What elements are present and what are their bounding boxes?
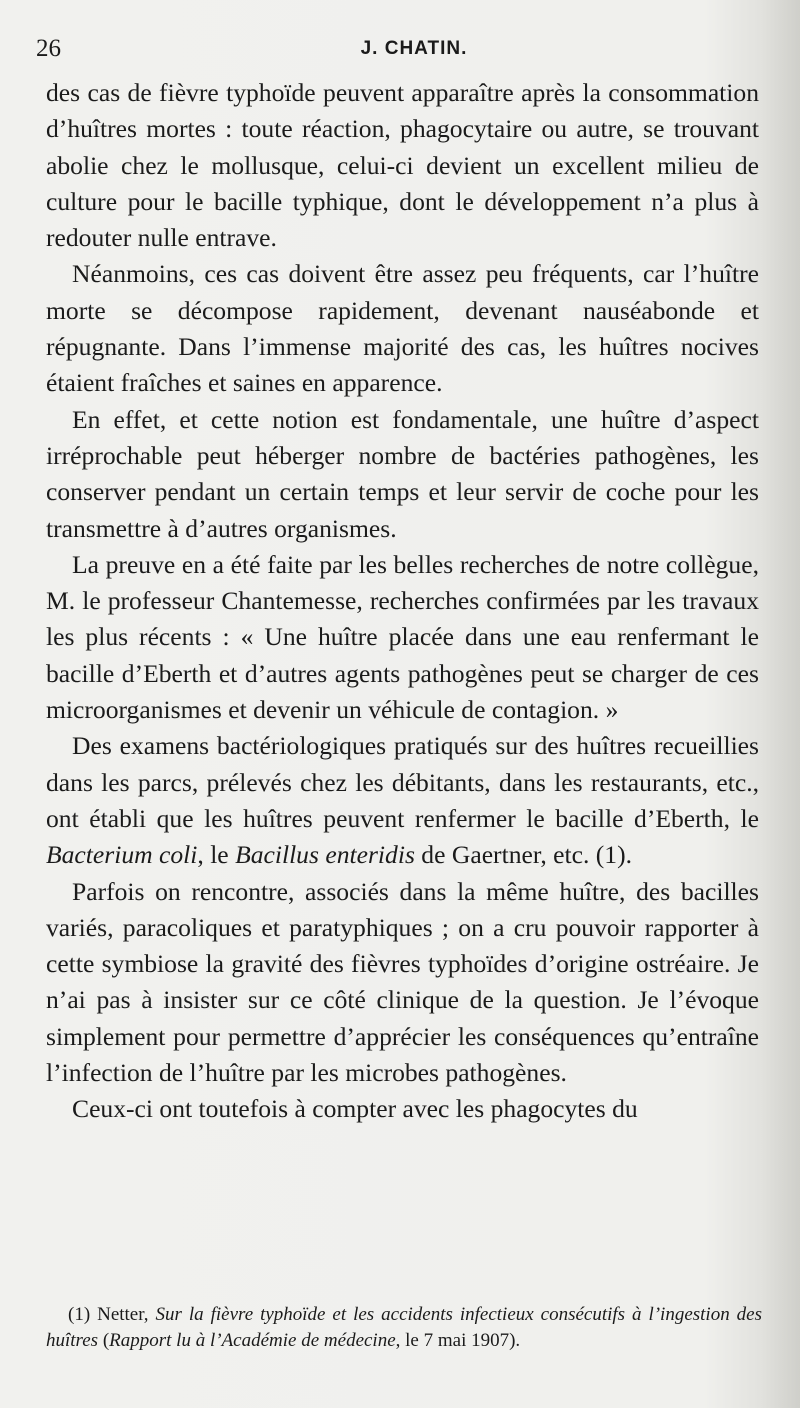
paragraph-3	[46, 402, 759, 547]
paragraph-text: Parfois on rencontre, associés dans la même huître, des bacilles variés, paracoliques et paratyphiques ; on a cru pouvoir rapporter à cette symbiose la gravité des fièvres typhoïdes d’origine ostréaire. Je n’ai pas à insister sur ce côté clinique de la question. Je l’évoque simplement pour permettre d’apprécier les conséquences qu’entraîne l’infection de l’huître par les microbes pathogènes.	[46, 876, 759, 1088]
running-head: J. CHATIN.	[360, 38, 468, 59]
footnote	[46, 1302, 762, 1354]
paragraph-7	[46, 1091, 759, 1127]
paragraph-text: Néanmoins, ces cas doivent être assez peu fréquents, car l’huître morte se décompose rapidement, devenant nauséabonde et répugnante. Dans l’immense majorité des cas, les huîtres nocives étaient fraîches et saines en apparence.	[46, 259, 759, 398]
paragraph-text: de Gaertner, etc. (1).	[414, 840, 633, 870]
paragraph-text: Ceux-ci ont toutefois à compter avec les phagocytes du	[72, 1094, 638, 1124]
paragraph-2	[46, 256, 759, 401]
body-text	[46, 75, 759, 1128]
paragraph-6	[46, 874, 759, 1092]
paragraph-5	[46, 728, 759, 873]
page-header	[36, 32, 756, 66]
footnote-text: (	[98, 1330, 110, 1351]
footnote-title-italic: Sur la fièvre typhoïde et les accidents infectieux consécutifs à l’ingestion des huîtres	[46, 1304, 762, 1351]
footnote-text: (1) Netter,	[68, 1304, 156, 1325]
paragraph-text: En effet, et cette notion est fondamentale, une huître d’aspect irréprochable peut héberger nombre de bactéries pathogènes, les conserver pendant un certain temps et leur servir de coche pour les transmettre à d’autres organismes.	[46, 404, 759, 543]
footnote-text: , le 7 mai 1907).	[395, 1330, 521, 1351]
paragraph-1	[46, 75, 759, 256]
paragraph-text: des cas de fièvre typhoïde peuvent apparaître après la consommation d’huîtres mortes : toute réaction, phagocytaire ou autre, se trouvant abolie chez le mollusque, celui-ci devient un excellent milieu de culture pour le bacille typhique, dont le développement n’a plus à redouter nulle entrave.	[46, 78, 759, 253]
paragraph-text: La preuve en a été faite par les belles recherches de notre collègue, M. le professeur Chantemesse, recherches confirmées par les travaux les plus récents : « Une huître placée dans une eau renfermant le bacille d’Eberth et d’autres agents pathogènes peut se charger de ces microorganismes et devenir un véhicule de contagion. »	[46, 549, 759, 725]
species-name-italic: Bacillus enteridis	[235, 840, 415, 870]
paragraph-text: Des examens bactériologiques pratiqués sur des huîtres recueillies dans les parcs, prélevés chez les débitants, dans les restaurants, etc., ont établi que les huîtres peuvent renfermer le bacille d’Eberth, le	[46, 731, 759, 833]
paragraph-text: , le	[197, 840, 236, 870]
footnote-source-italic: Rapport lu à l’Académie de médecine	[109, 1330, 396, 1351]
species-name-italic: Bacterium coli	[46, 840, 198, 870]
page-number: 26	[36, 35, 61, 62]
paragraph-4	[46, 547, 759, 728]
